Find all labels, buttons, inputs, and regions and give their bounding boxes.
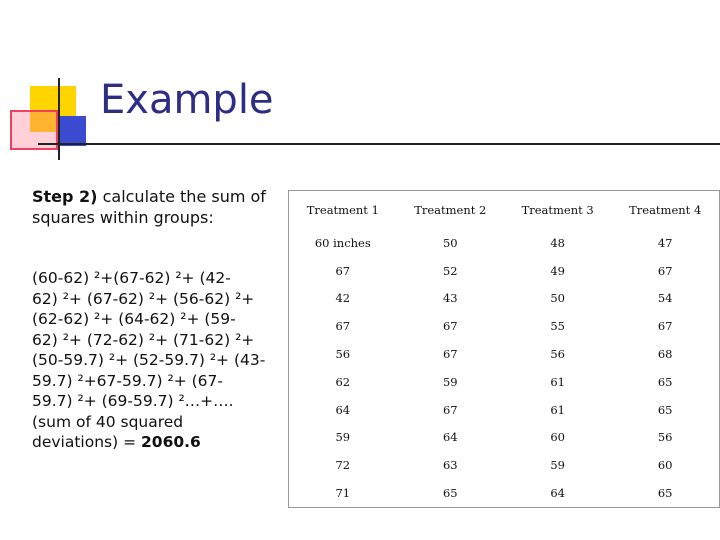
table-header-cell: Treatment 4	[629, 203, 702, 217]
table-cell: 67	[335, 319, 351, 334]
table-row	[289, 479, 720, 507]
table-cell: 67	[335, 263, 351, 278]
formula-result: 2060.6	[141, 433, 201, 451]
table-cell: 67	[657, 319, 673, 334]
table-cell: 59	[335, 430, 351, 445]
table-cell: 67	[657, 263, 673, 278]
table-cell: 71	[335, 486, 351, 501]
table-row	[289, 340, 720, 368]
step-description	[32, 186, 272, 228]
step-label: Step 2)	[32, 187, 98, 206]
table-cell: 67	[442, 319, 458, 334]
table-cell: 68	[657, 347, 673, 362]
table-cell: 54	[657, 291, 673, 306]
table-row	[289, 396, 720, 424]
table-cell: 65	[442, 486, 458, 501]
table-cell: 67	[442, 402, 458, 417]
table-cell: 64	[335, 402, 351, 417]
table-header-cell: Treatment 3	[521, 203, 594, 217]
table-cell: 65	[657, 402, 673, 417]
table-header-cell: Treatment 1	[306, 203, 379, 217]
table-cell: 47	[657, 235, 673, 250]
table-cell: 50	[442, 235, 458, 250]
table-cell: 65	[657, 374, 673, 389]
table-row	[289, 229, 720, 257]
table-header-row	[289, 191, 720, 230]
table-cell: 42	[335, 291, 351, 306]
table-cell: 60	[657, 458, 673, 473]
table-header-cell: Treatment 2	[414, 203, 487, 217]
table-cell: 72	[335, 458, 351, 473]
table-cell: 55	[550, 319, 565, 334]
decorative-vertical-line	[58, 78, 60, 160]
table-cell: 67	[442, 347, 458, 362]
table-cell: 64	[442, 430, 458, 445]
table-cell: 59	[550, 458, 565, 473]
treatment-table-body	[289, 191, 720, 508]
decorative-blue-square	[60, 116, 86, 146]
table-row	[289, 424, 720, 452]
table-cell: 43	[442, 291, 458, 306]
table-row	[289, 312, 720, 340]
table-row	[289, 368, 720, 396]
table-cell: 64	[550, 486, 565, 501]
treatment-table	[288, 190, 720, 508]
table-cell: 49	[550, 263, 565, 278]
table-cell: 61	[550, 402, 565, 417]
formula-expression: (60-62) ²+(67-62) ²+ (42-62) ²+ (67-62) ²+ (56-62) ²+ (62-62) ²+ (64-62) ²+ (59-62) ²+ (72-62) ²+ (71-62) ²+ (50-59.7) ²+ (52-59.7) ²+ (43-59.7) ²+67-59.7) ²+ (67-59.7) ²+ (69-59.7) ²…+….(sum of 40 squared deviations) =	[32, 269, 266, 451]
table-cell: 59	[442, 374, 458, 389]
title-underline	[38, 143, 720, 145]
step-text: calculate the sum of squares within groups:	[32, 187, 266, 227]
table-cell: 63	[442, 458, 458, 473]
table-cell: 56	[550, 347, 565, 362]
table-cell: 48	[550, 235, 565, 250]
table-cell: 62	[335, 374, 351, 389]
table-row	[289, 451, 720, 479]
formula-text	[32, 268, 272, 453]
slide-title: Example	[100, 77, 274, 123]
table-cell: 52	[442, 263, 458, 278]
table-cell: 56	[657, 430, 673, 445]
table-cell: 65	[657, 486, 673, 501]
table-cell: 56	[335, 347, 351, 362]
table-cell: 50	[550, 291, 565, 306]
table-cell: 60	[550, 430, 565, 445]
table-row	[289, 257, 720, 285]
table-cell: 60 inches	[314, 235, 371, 250]
table-row	[289, 285, 720, 313]
table-cell: 61	[550, 374, 565, 389]
